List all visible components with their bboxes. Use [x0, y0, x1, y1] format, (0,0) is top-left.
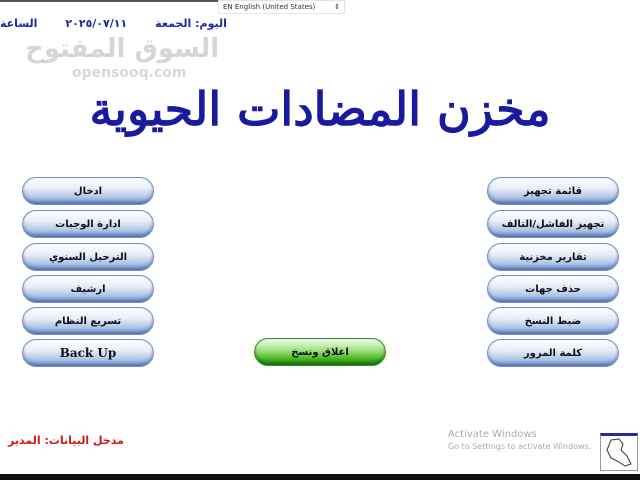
user-name: المدير: [8, 434, 41, 447]
close-and-backup-button[interactable]: اغلاق ونسخ: [254, 338, 386, 366]
speed-up-system-button[interactable]: تسريع النظام: [22, 307, 154, 335]
header-row: [0, 17, 227, 31]
window-edge: [0, 0, 218, 2]
date-value: ٢٠٢٥/٠٧/١١: [65, 17, 128, 30]
archive-button[interactable]: ارشيف: [22, 275, 154, 303]
delete-entities-button[interactable]: حذف جهات: [487, 275, 619, 303]
time-label: الساعة: [0, 17, 38, 30]
annual-transfer-button[interactable]: الترحيل السنوي: [22, 243, 154, 271]
iraq-map-logo-icon: [600, 433, 638, 471]
day-display: [155, 17, 227, 31]
day-label: اليوم:: [195, 17, 227, 30]
language-selector[interactable]: [218, 0, 345, 14]
spin-arrows-icon: ⇕: [334, 3, 340, 11]
activation-title: Activate Windows: [448, 429, 537, 440]
password-button[interactable]: كلمة المرور: [487, 339, 619, 367]
taskbar-edge: [0, 474, 640, 480]
data-entry-user: [8, 434, 124, 447]
watermark: [25, 34, 219, 64]
watermark-latin: opensooq.com: [72, 65, 187, 81]
dispatch-list-button[interactable]: قائمة تجهيز: [487, 177, 619, 205]
page-title: مخزن المضادات الحيوية: [89, 82, 551, 136]
watermark-arabic: السوق المفتوح: [25, 34, 220, 64]
backup-settings-button[interactable]: ضبط النسخ: [487, 307, 619, 335]
meals-management-button[interactable]: ادارة الوجبات: [22, 210, 154, 238]
backup-button[interactable]: Back Up: [22, 339, 154, 367]
user-label: مدخل البيانات:: [44, 434, 124, 447]
activation-subtitle: Go to Settings to activate Windows.: [448, 442, 592, 451]
day-value: الجمعة: [155, 17, 192, 30]
dispatch-failed-damaged-button[interactable]: تجهيز الفاشل/التالف: [487, 210, 619, 238]
language-value: EN English (United States): [223, 3, 316, 11]
entry-button[interactable]: ادخال: [22, 177, 154, 205]
activation-notice: [448, 428, 594, 452]
inventory-reports-button[interactable]: تقارير مخزنية: [487, 243, 619, 271]
